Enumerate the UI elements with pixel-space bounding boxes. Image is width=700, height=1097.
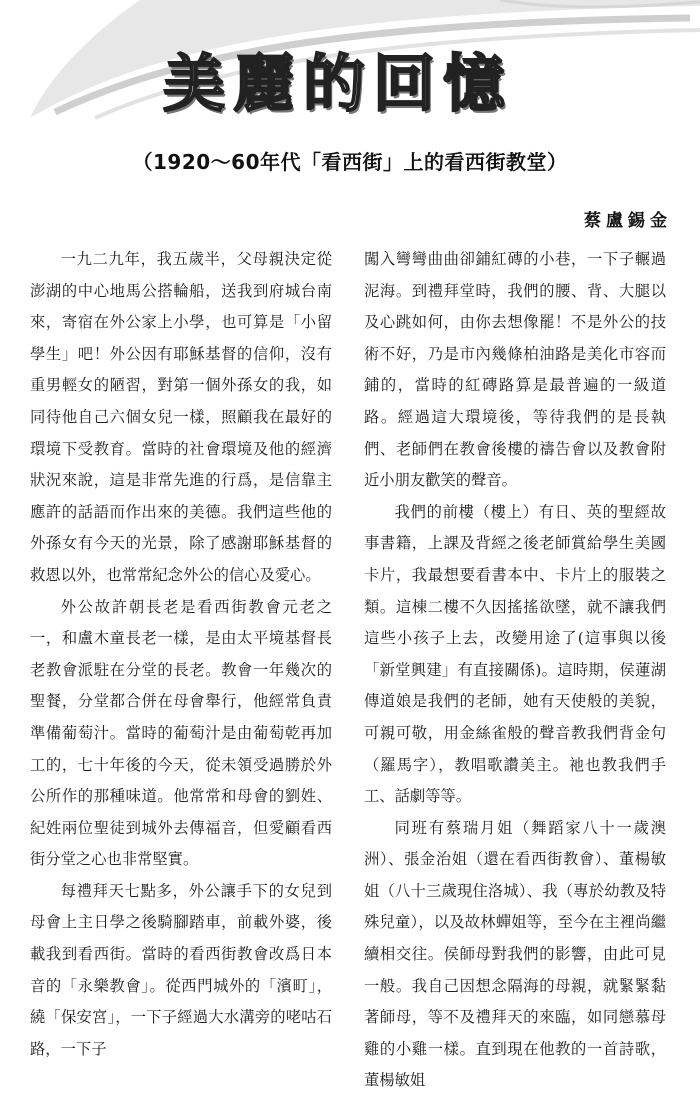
author-name: 蔡盧錫金 xyxy=(584,211,672,231)
left-column xyxy=(30,244,332,1065)
paragraph: 我們的前樓（樓上）有日、英的聖經故事書籍，上課及背經之後老師賞給學生美國卡片，我最想要看書本中、卡片上的服裝之類。這棟二樓不久因搖搖欲墜，就不讓我們這些小孩子上去，改變用途了(這事與以後「新堂興建」有直接關係)。這時期，侯蓮湖傳道娘是我們的老師，她有天使般的美貌，可親可敬，用金絲雀般的聲音教我們背金句（羅馬字），教唱歌讚美主。祂也教我們手工、話劇等等。 xyxy=(364,502,666,806)
paragraph: 同班有蔡瑞月姐（舞蹈家八十一歲澳洲）、張金治姐（還在看西街教會）、董楊敏姐（八十三歲現住洛城）、我（專於幼教及特殊兒童），以及故林蟬姐等，至今在主裡尚繼續相交往。侯師母對我們的影響，由此可見一般。我自己因想念隔海的母親，就緊緊黏著師母，等不及禮拜天的來臨，如同戀慕母雞的小雞一樣。直到現在他教的一首詩歌，董楊敏姐 xyxy=(364,818,666,1090)
right-column xyxy=(364,244,666,1097)
paragraph: 闖入彎彎曲曲卻鋪紅磚的小巷，一下子輾過泥海。到禮拜堂時，我們的腰、背、大腿以及心跳如何，由你去想像罷！不是外公的技術不好，乃是市內幾條柏油路是美化市容而鋪的，當時的紅磚路算是最普遍的一級道路。經過這大環境後，等待我們的是長執們、老師們在教會後樓的禱告會以及教會附近小朋友歡笑的聲音。 xyxy=(364,250,666,490)
article-title: 美麗的回憶 xyxy=(162,47,513,120)
paragraph: 一九二九年，我五歲半，父母親決定從澎湖的中心地馬公搭輪船，送我到府城台南來，寄宿在外公家上小學，也可算是「小留學生」吧！外公因有耶穌基督的信仰，沒有重男輕女的陋習，對第一個外孫女的我，如同待他自己六個女兒一樣，照顧我在最好的環境下受教育。當時的社會環境及他的經濟狀況來說，這是非常先進的行爲，是信靠主應許的話語而作出來的美德。我們這些他的外孫女有今天的光景，除了感謝耶穌基督的救恩以外，也常常紀念外公的信心及愛心。 xyxy=(30,250,332,584)
paragraph: 每禮拜天七點多，外公讓手下的女兒到母會上主日學之後騎腳踏車，前載外婆，後載我到看西街。當時的看西街教會改爲日本音的「永樂教會」。從西門城外的「濱町」，繞「保安宮」，一下子經過大水溝旁的咾咕石路，一下子 xyxy=(30,881,332,1058)
paragraph: 外公故許朝長老是看西街教會元老之一，和盧木童長老一樣，是由太平境基督長老教會派駐在分堂的長老。教會一年幾次的聖餐，分堂都合併在母會舉行，他經常負責準備葡萄汁。當時的葡萄汁是由葡萄乾再加工的，七十年後的今天，從未領受過勝於外公所作的那種味道。他常常和母會的劉姓、紀姓兩位聖徒到城外去傳福音，但愛顧看西街分堂之心也非常堅實。 xyxy=(30,597,332,869)
article-subtitle: （1920～60年代「看西街」上的看西街教堂） xyxy=(132,150,568,174)
